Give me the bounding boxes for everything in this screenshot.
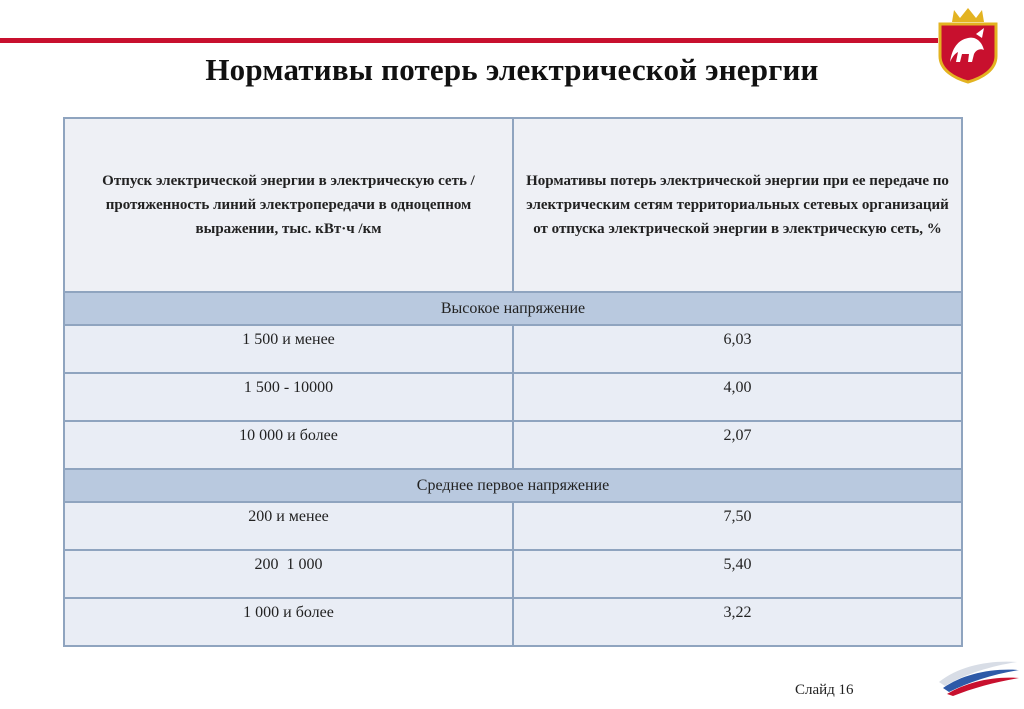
section-label: Среднее первое напряжение xyxy=(64,469,962,502)
table-row xyxy=(64,421,962,469)
table-row xyxy=(64,550,962,598)
table-row xyxy=(64,598,962,646)
range-cell: 200 и менее xyxy=(64,502,513,550)
top-red-line xyxy=(0,38,938,43)
flag-swoosh-logo-icon xyxy=(935,652,1020,697)
table-row xyxy=(64,325,962,373)
table-row xyxy=(64,373,962,421)
value-cell: 5,40 xyxy=(513,550,962,598)
table-row xyxy=(64,502,962,550)
table-header-row xyxy=(64,118,962,292)
section-label: Высокое напряжение xyxy=(64,292,962,325)
section-row-high-voltage xyxy=(64,292,962,325)
slide-title: Нормативы потерь электрической энергии xyxy=(205,52,819,87)
header-supply-column: Отпуск электрической энергии в электрическую сеть / протяженность линий электропередачи в одноцепном выражении, тыс. кВт·ч /км xyxy=(64,118,513,292)
value-cell: 6,03 xyxy=(513,325,962,373)
section-row-medium-voltage xyxy=(64,469,962,502)
losses-norms-table xyxy=(63,117,963,647)
value-cell: 7,50 xyxy=(513,502,962,550)
range-cell: 1 500 - 10000 xyxy=(64,373,513,421)
value-cell: 4,00 xyxy=(513,373,962,421)
range-cell: 1 500 и менее xyxy=(64,325,513,373)
range-cell: 10 000 и более xyxy=(64,421,513,469)
value-cell: 3,22 xyxy=(513,598,962,646)
range-cell: 200 1 000 xyxy=(64,550,513,598)
range-cell: 1 000 и более xyxy=(64,598,513,646)
slide-number: Слайд 16 xyxy=(795,682,854,698)
value-cell: 2,07 xyxy=(513,421,962,469)
header-norm-column: Нормативы потерь электрической энергии при ее передаче по электрическим сетям территориальных сетевых организаций от отпуска электрической энергии в электрическую сеть, % xyxy=(513,118,962,292)
